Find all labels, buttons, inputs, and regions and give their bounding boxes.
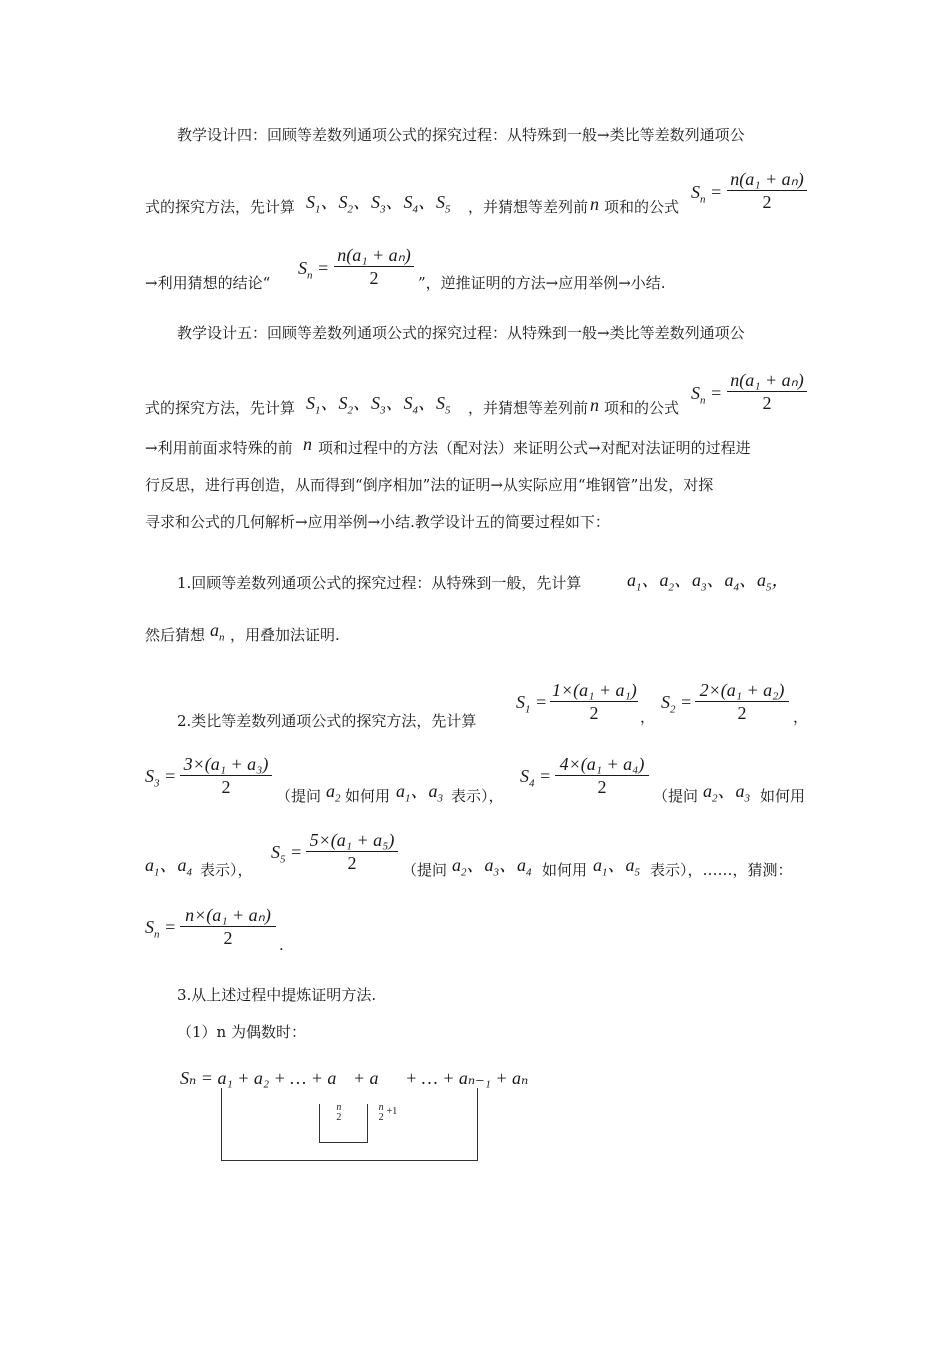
fraction-numerator: n(a₁ + aₙ) — [334, 244, 414, 267]
fraction-numerator: 3×(a₁ + a₃) — [180, 753, 272, 776]
period: . — [279, 936, 284, 954]
math-sn-eq: $S_n$ = — [145, 917, 177, 941]
para4-line3-prefix: →利用猜想的结论“ — [145, 274, 271, 292]
fraction-numerator: n(a₁ + aₙ) — [727, 168, 807, 191]
step2-line1: 2.类比等差数列通项公式的探究方法，先计算 — [177, 712, 477, 730]
comma: ， — [640, 708, 656, 726]
sum-mid: + a — [348, 1068, 379, 1088]
math-a2-a3: $a_2$、$a_3$ — [703, 781, 750, 805]
sn-formula-fraction — [727, 168, 807, 213]
s2-fraction — [695, 679, 789, 724]
fraction-numerator: n(a₁ + aₙ) — [727, 369, 807, 392]
s5-fraction — [306, 829, 398, 874]
hint1-open: （提问 — [276, 787, 322, 805]
inner-pairing-bracket — [319, 1104, 368, 1143]
step1-line2-prefix: 然后猜想 — [145, 626, 206, 644]
math-s4-eq: $S_4$ = — [520, 766, 552, 790]
para5-line3-suffix: 项和过程中的方法（配对法）来证明公式→对配对法证明的过程进 — [318, 439, 751, 457]
para4-line2-middle: ，并猜想等差列前 — [468, 198, 589, 216]
math-a1-a5-list: $a_1$、$a_2$、$a_3$、$a_4$、$a_5$， — [627, 570, 790, 594]
math-a1-a5: $a_1$、$a_5$ — [593, 855, 640, 879]
math-s1-s5-list: $S_1$、$S_2$、$S_3$、$S_4$、$S_5$ — [306, 393, 451, 417]
math-a1-a4: $a_1$、$a_4$ — [145, 855, 192, 879]
math-a1-a3: $a_1$、$a_3$ — [396, 781, 443, 805]
para5-line4: 行反思，进行再创造，从而得到“倒序相加”法的证明→从实际应用“堆钢管”出发，对探 — [145, 476, 714, 494]
fraction-denominator: 2 — [737, 703, 747, 723]
para4-line2-prefix: 式的探究方法，先计算 — [145, 198, 296, 216]
fraction-denominator: 2 — [369, 268, 379, 288]
fraction-numerator: n×(a₁ + aₙ) — [180, 904, 276, 927]
step1-line1-prefix: 1.回顾等差数列通项公式的探究过程：从特殊到一般，先计算 — [177, 574, 582, 592]
math-a2: $a_2$ — [326, 781, 341, 805]
sum-end: + … + aₙ₋₁ + aₙ — [400, 1068, 529, 1088]
fraction-denominator: 2 — [347, 853, 357, 873]
para5-line5: 寻求和公式的几何解析→应用举例→小结.教学设计五的简要过程如下： — [145, 513, 610, 531]
math-s5-eq: $S_5$ = — [271, 842, 303, 866]
fraction-denominator: 2 — [221, 777, 231, 797]
hint1-end: 表示）， — [451, 787, 504, 805]
fraction-numerator: 4×(a₁ + a₄) — [555, 753, 649, 776]
para5-line2-suffix: 项和的公式 — [604, 399, 680, 417]
math-s2-eq: $S_2$ = — [661, 692, 693, 716]
math-s3-eq: $S_3$ = — [145, 766, 177, 790]
sn-formula-fraction — [334, 244, 414, 289]
fraction-denominator: 2 — [223, 928, 233, 948]
math-s1-eq: $S_1$ = — [516, 692, 548, 716]
para4-line1: 教学设计四：回顾等差数列通项公式的探究过程：从特殊到一般→类比等差数列通项公 — [177, 126, 745, 144]
math-sn-eq: $S_n$ = — [691, 383, 723, 407]
s3-fraction — [180, 753, 272, 798]
math-a2-a3-a4: $a_2$、$a_3$、$a_4$ — [452, 855, 532, 879]
hint3-open: （提问 — [402, 861, 448, 879]
s1-fraction — [550, 679, 638, 724]
comma: ， — [793, 708, 809, 726]
para4-line2-suffix: 项和的公式 — [604, 198, 680, 216]
hint3-mid: 如何用 — [542, 861, 588, 879]
para4-line3-suffix: ”，逆推证明的方法→应用举例→小结. — [418, 274, 666, 292]
math-n: n — [590, 194, 599, 214]
fraction-denominator: 2 — [762, 192, 772, 212]
fraction-denominator: 2 — [762, 393, 772, 413]
math-s1-s5-list: $S_1$、$S_2$、$S_3$、$S_4$、$S_5$ — [306, 192, 451, 216]
fraction-numerator: 1×(a₁ + a₁) — [552, 680, 637, 700]
fraction-denominator: 2 — [589, 703, 599, 723]
para5-line3-prefix: →利用前面求特殊的前 — [145, 439, 293, 457]
math-n: n — [303, 434, 312, 454]
step3-title: 3.从上述过程中提炼证明方法. — [177, 986, 377, 1004]
hint3-close: 表示），……，猜测： — [650, 861, 793, 879]
pairing-sum-equation: Sₙ = a₁ + a₂ + … + a n 2 + a n 2 +1 + … + aₙ₋₁ + aₙ — [180, 1068, 529, 1123]
step3-case1: （1）n 为偶数时： — [177, 1023, 306, 1041]
fraction-numerator: 2×(a₁ + a₂) — [695, 679, 789, 702]
sn-formula-fraction — [727, 369, 807, 414]
hint2-end: 表示）， — [200, 861, 253, 879]
para5-line2-prefix: 式的探究方法，先计算 — [145, 399, 296, 417]
s4-fraction — [555, 753, 649, 798]
math-an: $a_n$ — [210, 620, 225, 644]
para5-line1: 教学设计五：回顾等差数列通项公式的探究过程：从特殊到一般→类比等差数列通项公 — [177, 324, 745, 342]
sn-guess-fraction — [180, 904, 276, 949]
hint1-mid: 如何用 — [345, 787, 391, 805]
fraction-denominator: 2 — [597, 777, 607, 797]
math-sn-eq: $S_n$ = — [298, 258, 330, 282]
math-sn-eq: $S_n$ = — [691, 182, 723, 206]
hint2-open: （提问 — [653, 787, 699, 805]
sum-start: Sₙ = a₁ + a₂ + … + a — [180, 1068, 337, 1088]
step1-line2-suffix: ，用叠加法证明. — [230, 626, 340, 644]
para5-line2-middle: ，并猜想等差列前 — [468, 399, 589, 417]
fraction-numerator: 5×(a₁ + a₅) — [306, 829, 398, 852]
math-n: n — [590, 395, 599, 415]
hint2-mid: 如何用 — [760, 787, 806, 805]
